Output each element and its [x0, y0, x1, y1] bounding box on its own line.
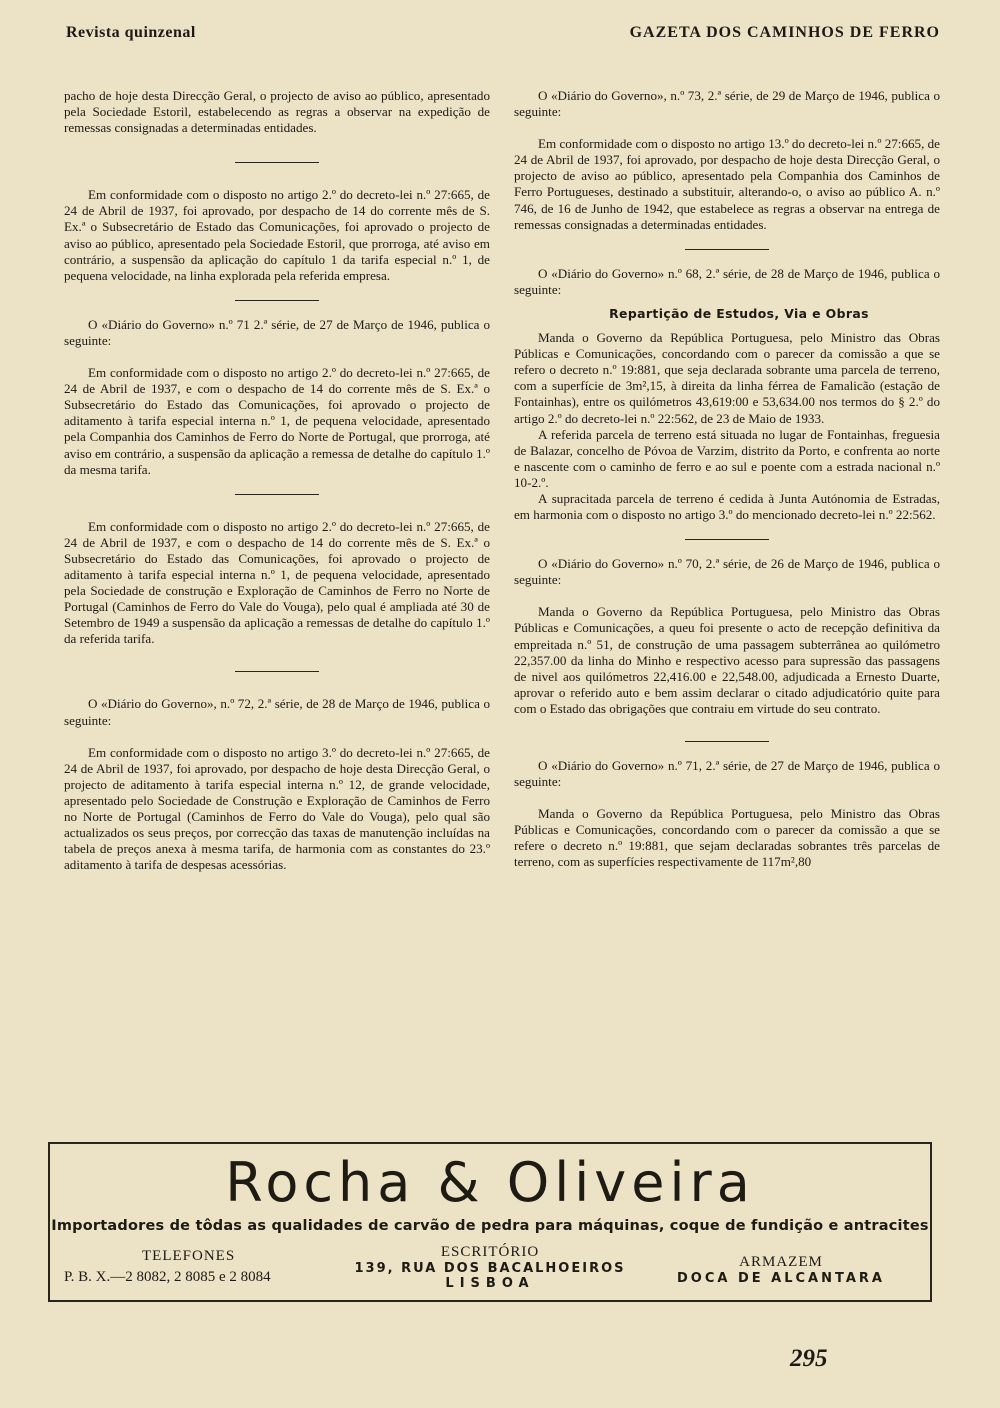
- paragraph-vale-vouga-suspension: Em conformidade com o disposto no artigo 2.º do decreto-lei n.º 27:665, de 24 de Abril de 1937, e com o despacho de 14 do corrente mês de S. Ex.ª o Subsecretário do Estado das Comunicações, foi aprovado o projecto de aditamento à tarifa especial interna n.º 1, de pequena velocidade, apresentado pela Sociedade de construção e Exploração de Caminhos de Ferro no Norte de Portugal (Caminhos de Ferro do Vale do Vouga), pelo qual é ampliada até 30 de Setembro de 1949 a suspensão da aplicação a remessas de detalhe do capítulo 1.º da referida tarifa.: [64, 518, 490, 647]
- ad-office-address: 139, RUA DOS BACALHOEIROS: [354, 1261, 626, 1276]
- ad-phones: [64, 1248, 344, 1286]
- ad-office-label: ESCRITÓRIO: [440, 1244, 540, 1260]
- paragraph-parcel-location: A referida parcela de terreno está situada no lugar de Fontainhas, freguesia de Balazar, concelho de Póvoa de Varzim, distrito da Porto, e confrenta ao norte e nascente com o caminho de ferro e ao sul e poente com a estrada nacional n.º 10-2.º.: [514, 426, 940, 490]
- paragraph-diario-71b-intro: O «Diário do Governo» n.º 71, 2.ª série, de 27 de Março de 1946, publica o seguinte:: [514, 758, 940, 790]
- paragraph-estoril-suspension: Em conformidade com o disposto no artigo 2.º do decreto-lei n.º 27:665, de 24 de Abril de 1937, foi aprovado, por despacho de 14 do corrente mês de S. Ex.ª o Subsecretário de Estado das Comunicações, foi aprovado o projecto de aviso ao público, apresentado pela Sociedade Estoril, que prorroga, até aviso em contrário, a suspensão da aplicação do capítulo 1 da tarifa especial n.º 1, de pequena velocidade, na linha explorada pela referida empresa.: [64, 187, 490, 283]
- ad-warehouse: [646, 1254, 916, 1286]
- ad-phones-label: TELEFONES: [142, 1248, 236, 1264]
- ad-warehouse-location: DOCA DE ALCANTARA: [677, 1271, 885, 1286]
- paragraph-norte-portugal-tariff: Em conformidade com o disposto no artigo 2.º do decreto-lei n.º 27:665, de 24 de Abril de 1937, e com o despacho de 14 do corrente mês de S. Ex.ª o Subsecretário do Estado das Comunicações, foi aprovado o projecto de aditamento à tarifa especial interna n.º 1, de pequena velocidade, apresentado pela Companhia dos Caminhos de Ferro do Norte de Portugal, que prorroga, até aviso em contrário, a suspensão da aplicação a remessa de detalhe do capítulo 1.º da mesma tarifa.: [64, 365, 490, 477]
- paragraph-vale-vouga-prices: Em conformidade com o disposto no artigo 3.º do decreto-lei n.º 27:665, de 24 de Abril de 1937, foi aprovado, por despacho de hoje desta Direcção Geral, o projecto de aditamento à tarifa especial interna n.º 12, de grande velocidade, apresentado pelo Sociedade de Construção e Exploração de Caminhos de Ferro no Norte de Portugal (Caminhos de Ferro do Vale do Vouga), pelo qual são actualizados os seus preços, por correcção das taxas de manutenção incluídas na tabela de preços anexa à mesma tarifa, de harmonia com as constantes do 23.º aditamento à tarifa de despesas acessórias.: [64, 744, 490, 873]
- paragraph-parcel-transfer: A supracitada parcela de terreno é cedida à Junta Autónomia de Estradas, em harmonia com o disposto no artigo 3.º do mencionado decreto-lei n.º 22:562.: [514, 490, 940, 523]
- paragraph-cp-notice: Em conformidade com o disposto no artigo 13.º do decreto-lei n.º 27:665, de 24 de Abril de 1937, foi aprovado, por despacho de hoje desta Direcção Geral, o projecto de aviso ao público, apresentado pela Companhia dos Caminhos de Ferro Portugueses, destinado a substituir, alterando-o, o aviso ao público A. n.º 746, de 16 de Junho de 1942, que estabelece as regras a observar na entrega de remessas consignadas a determinadas entidades.: [514, 136, 940, 232]
- section-heading: Repartição de Estudos, Via e Obras: [609, 305, 869, 321]
- right-column: [514, 88, 940, 871]
- ad-office-city: LISBOA: [445, 1276, 535, 1291]
- ad-company-name: Rocha & Oliveira: [225, 1151, 755, 1214]
- paragraph-estoril-notice: pacho de hoje desta Direcção Geral, o projecto de aviso ao público, apresentado pela Sociedade Estoril, estabelecendo as regras a observar na expedição de remessas consignadas a determinadas entidades.: [64, 88, 490, 136]
- paragraph-three-parcels: Manda o Governo da República Portuguesa, pelo Ministro das Obras Públicas e Comunicações, concordando com o parecer da comissão a que se refere o decreto n.º 19:881, que sejam declaradas sobrantes três parcelas de terreno, com as superfícies respectivamente de 117m²,80: [514, 806, 940, 870]
- header-journal-title: GAZETA DOS CAMINHOS DE FERRO: [629, 24, 940, 41]
- page-number: 295: [790, 1345, 828, 1372]
- paragraph-diario-70-intro: O «Diário do Governo» n.º 70, 2.ª série, de 26 de Março de 1946, publica o seguinte:: [514, 556, 940, 588]
- paragraph-diario-71-intro: O «Diário do Governo» n.º 71 2.ª série, de 27 de Março de 1946, publica o seguinte:: [64, 316, 490, 348]
- advertisement-box: [48, 1142, 932, 1302]
- ad-tagline: Importadores de tôdas as qualidades de carvão de pedra para máquinas, coque de fundição e antracites: [51, 1218, 929, 1234]
- paragraph-diario-73-intro: O «Diário do Governo», n.º 73, 2.ª série, de 29 de Março de 1946, publica o seguinte:: [514, 88, 940, 120]
- paragraph-diario-72-intro: O «Diário do Governo», n.º 72, 2.ª série, de 28 de Março de 1946, publica o seguinte:: [64, 696, 490, 728]
- paragraph-fontainhas-parcel: Manda o Governo da República Portuguesa, pelo Ministro das Obras Públicas e Comunicações, concordando com o parecer da comissão a que se refero o decreto n.º 19:881, que seja declarada sobrante uma parcela de terreno, com a superfície de 3m²,15, à direita da linha férrea de Famalicão (estação de Fontainhas), entre os quilómetros 43,619:00 e 53,634.00 nos termos do § 2.º do artigo 2.º do decreto-lei n.º 22:562, de 23 de Maio de 1933.: [514, 330, 940, 426]
- left-column: [64, 88, 490, 873]
- ad-warehouse-label: ARMAZEM: [739, 1254, 823, 1270]
- ad-phone-numbers: P. B. X.—2 8082, 2 8085 e 2 8084: [64, 1269, 271, 1285]
- ad-office: [340, 1244, 640, 1291]
- paragraph-minho-underpass: Manda o Governo da República Portuguesa, pelo Ministro das Obras Públicas e Comunicações, a queu foi presente o acto de recepção definitiva da empreitada n.º 51, de construção de uma passagem subterrânea ao quilómetro 22,357.00 da linha do Minho e respectivo acesso para supressão das passagens de nivel aos quilómetros 22,416.00 e 22,548.00, adjudicada a Ernesto Duarte, aprovar o referido auto e bem assim declarar o citado adjudicatório quite para com o Estado das obrigações que contraiu em virtude do seu contrato.: [514, 604, 940, 716]
- paragraph-diario-68-intro: O «Diário do Governo» n.º 68, 2.ª série, de 28 de Março de 1946, publica o seguinte:: [514, 265, 940, 297]
- header-publication-frequency: Revista quinzenal: [66, 24, 196, 41]
